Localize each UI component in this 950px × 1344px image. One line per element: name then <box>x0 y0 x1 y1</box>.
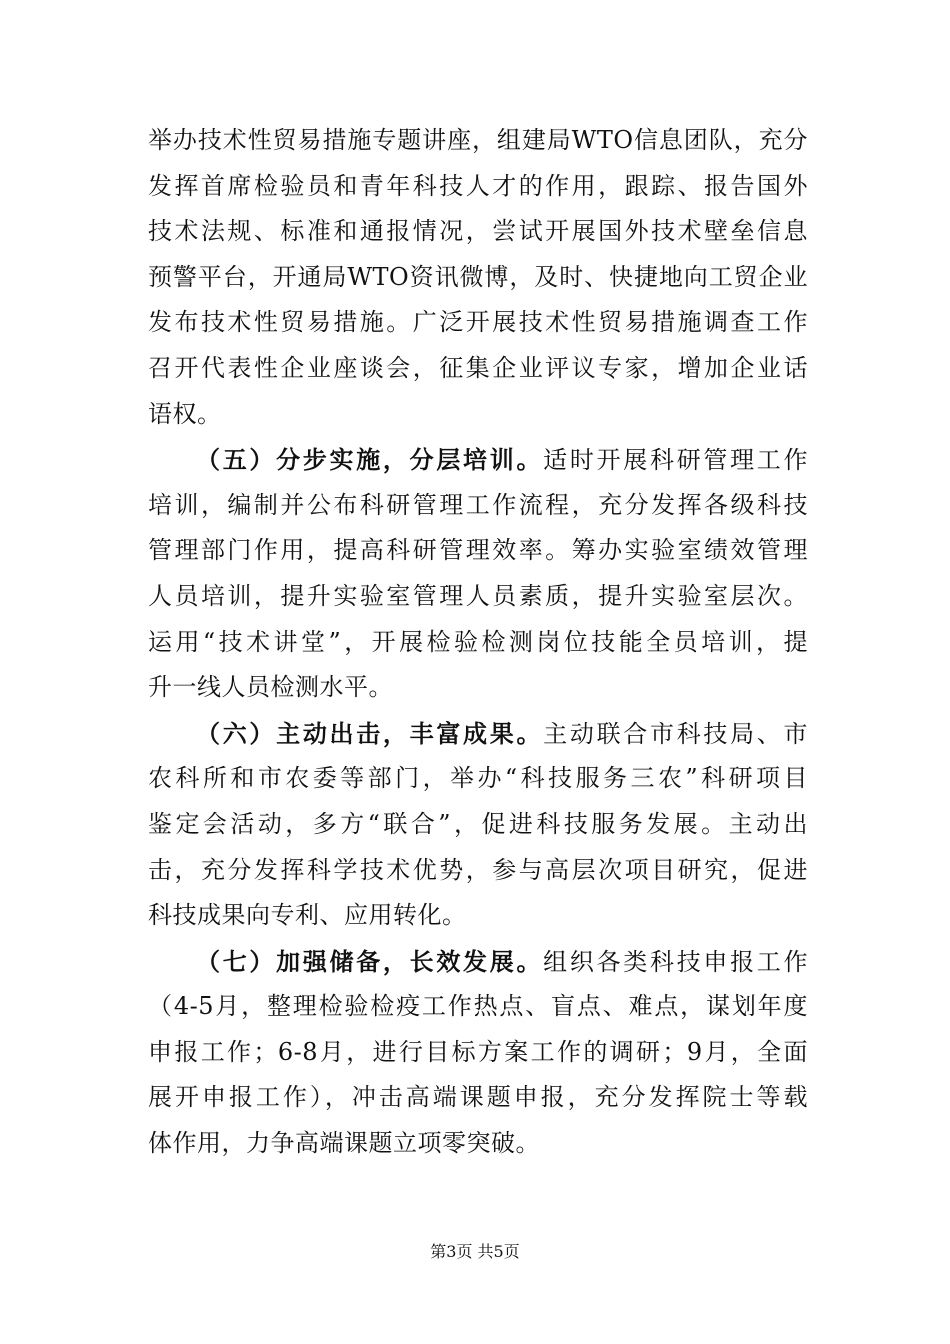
paragraph-five <box>148 437 808 711</box>
text-line <box>148 711 808 757</box>
text-line: 升一线人员检测水平。 <box>148 673 393 702</box>
text-line: 体作用，力争高端课题立项零突破。 <box>148 1129 540 1158</box>
text-line: 培训，编制并公布科研管理工作流程，充分发挥各级科技 <box>148 490 808 519</box>
text-line: 鉴定会活动，多方“联合”，促进科技服务发展。主动出 <box>148 809 808 838</box>
text-run: 主动联合市科技局、市 <box>543 719 809 748</box>
text-line: 召开代表性企业座谈会，征集企业评议专家，增加企业话 <box>148 353 808 382</box>
text-line: 农科所和市农委等部门，举办“科技服务三农”科研项目 <box>148 764 808 793</box>
text-line: 发挥首席检验员和青年科技人才的作用，跟踪、报告国外 <box>148 171 808 200</box>
text-line: 管理部门作用，提高科研管理效率。筹办实验室绩效管理 <box>148 536 808 565</box>
text-line: 展开申报工作），冲击高端课题申报，充分发挥院士等载 <box>148 1083 808 1112</box>
section-heading: （七）加强储备，长效发展。 <box>196 946 544 976</box>
text-line: （4-5月，整理检验检疫工作热点、盲点、难点，谋划年度 <box>148 992 808 1021</box>
text-line: 预警平台，开通局WTO资讯微博，及时、快捷地向工贸企业 <box>148 262 808 291</box>
text-line <box>148 939 808 985</box>
document-body <box>148 118 808 1167</box>
paragraph-wto <box>148 118 808 437</box>
paragraph-six <box>148 711 808 939</box>
text-line: 发布技术性贸易措施。广泛开展技术性贸易措施调查工作 <box>148 308 808 337</box>
text-line: 技术法规、标准和通报情况，尝试开展国外技术壁垒信息 <box>148 217 808 246</box>
text-line: 科技成果向专利、应用转化。 <box>148 901 467 930</box>
text-line: 举办技术性贸易措施专题讲座，组建局WTO信息团队，充分 <box>148 126 808 154</box>
text-run: 组织各类科技申报工作 <box>543 947 809 976</box>
text-line: 人员培训，提升实验室管理人员素质，提升实验室层次。 <box>148 581 808 610</box>
paragraph-seven <box>148 939 808 1167</box>
page-number: 第3页 共5页 <box>430 1242 520 1261</box>
text-run: 适时开展科研管理工作 <box>543 446 809 475</box>
text-line: 语权。 <box>148 399 222 428</box>
text-line <box>148 437 808 483</box>
section-heading: （六）主动出击，丰富成果。 <box>196 718 544 748</box>
text-line: 运用“技术讲堂”，开展检验检测岗位技能全员培训，提 <box>148 627 808 656</box>
text-line: 击，充分发挥科学技术优势，参与高层次项目研究，促进 <box>148 855 808 884</box>
text-line: 申报工作；6-8月，进行目标方案工作的调研；9月，全面 <box>148 1037 808 1066</box>
section-heading: （五）分步实施，分层培训。 <box>196 445 544 475</box>
page-footer <box>0 1242 950 1262</box>
